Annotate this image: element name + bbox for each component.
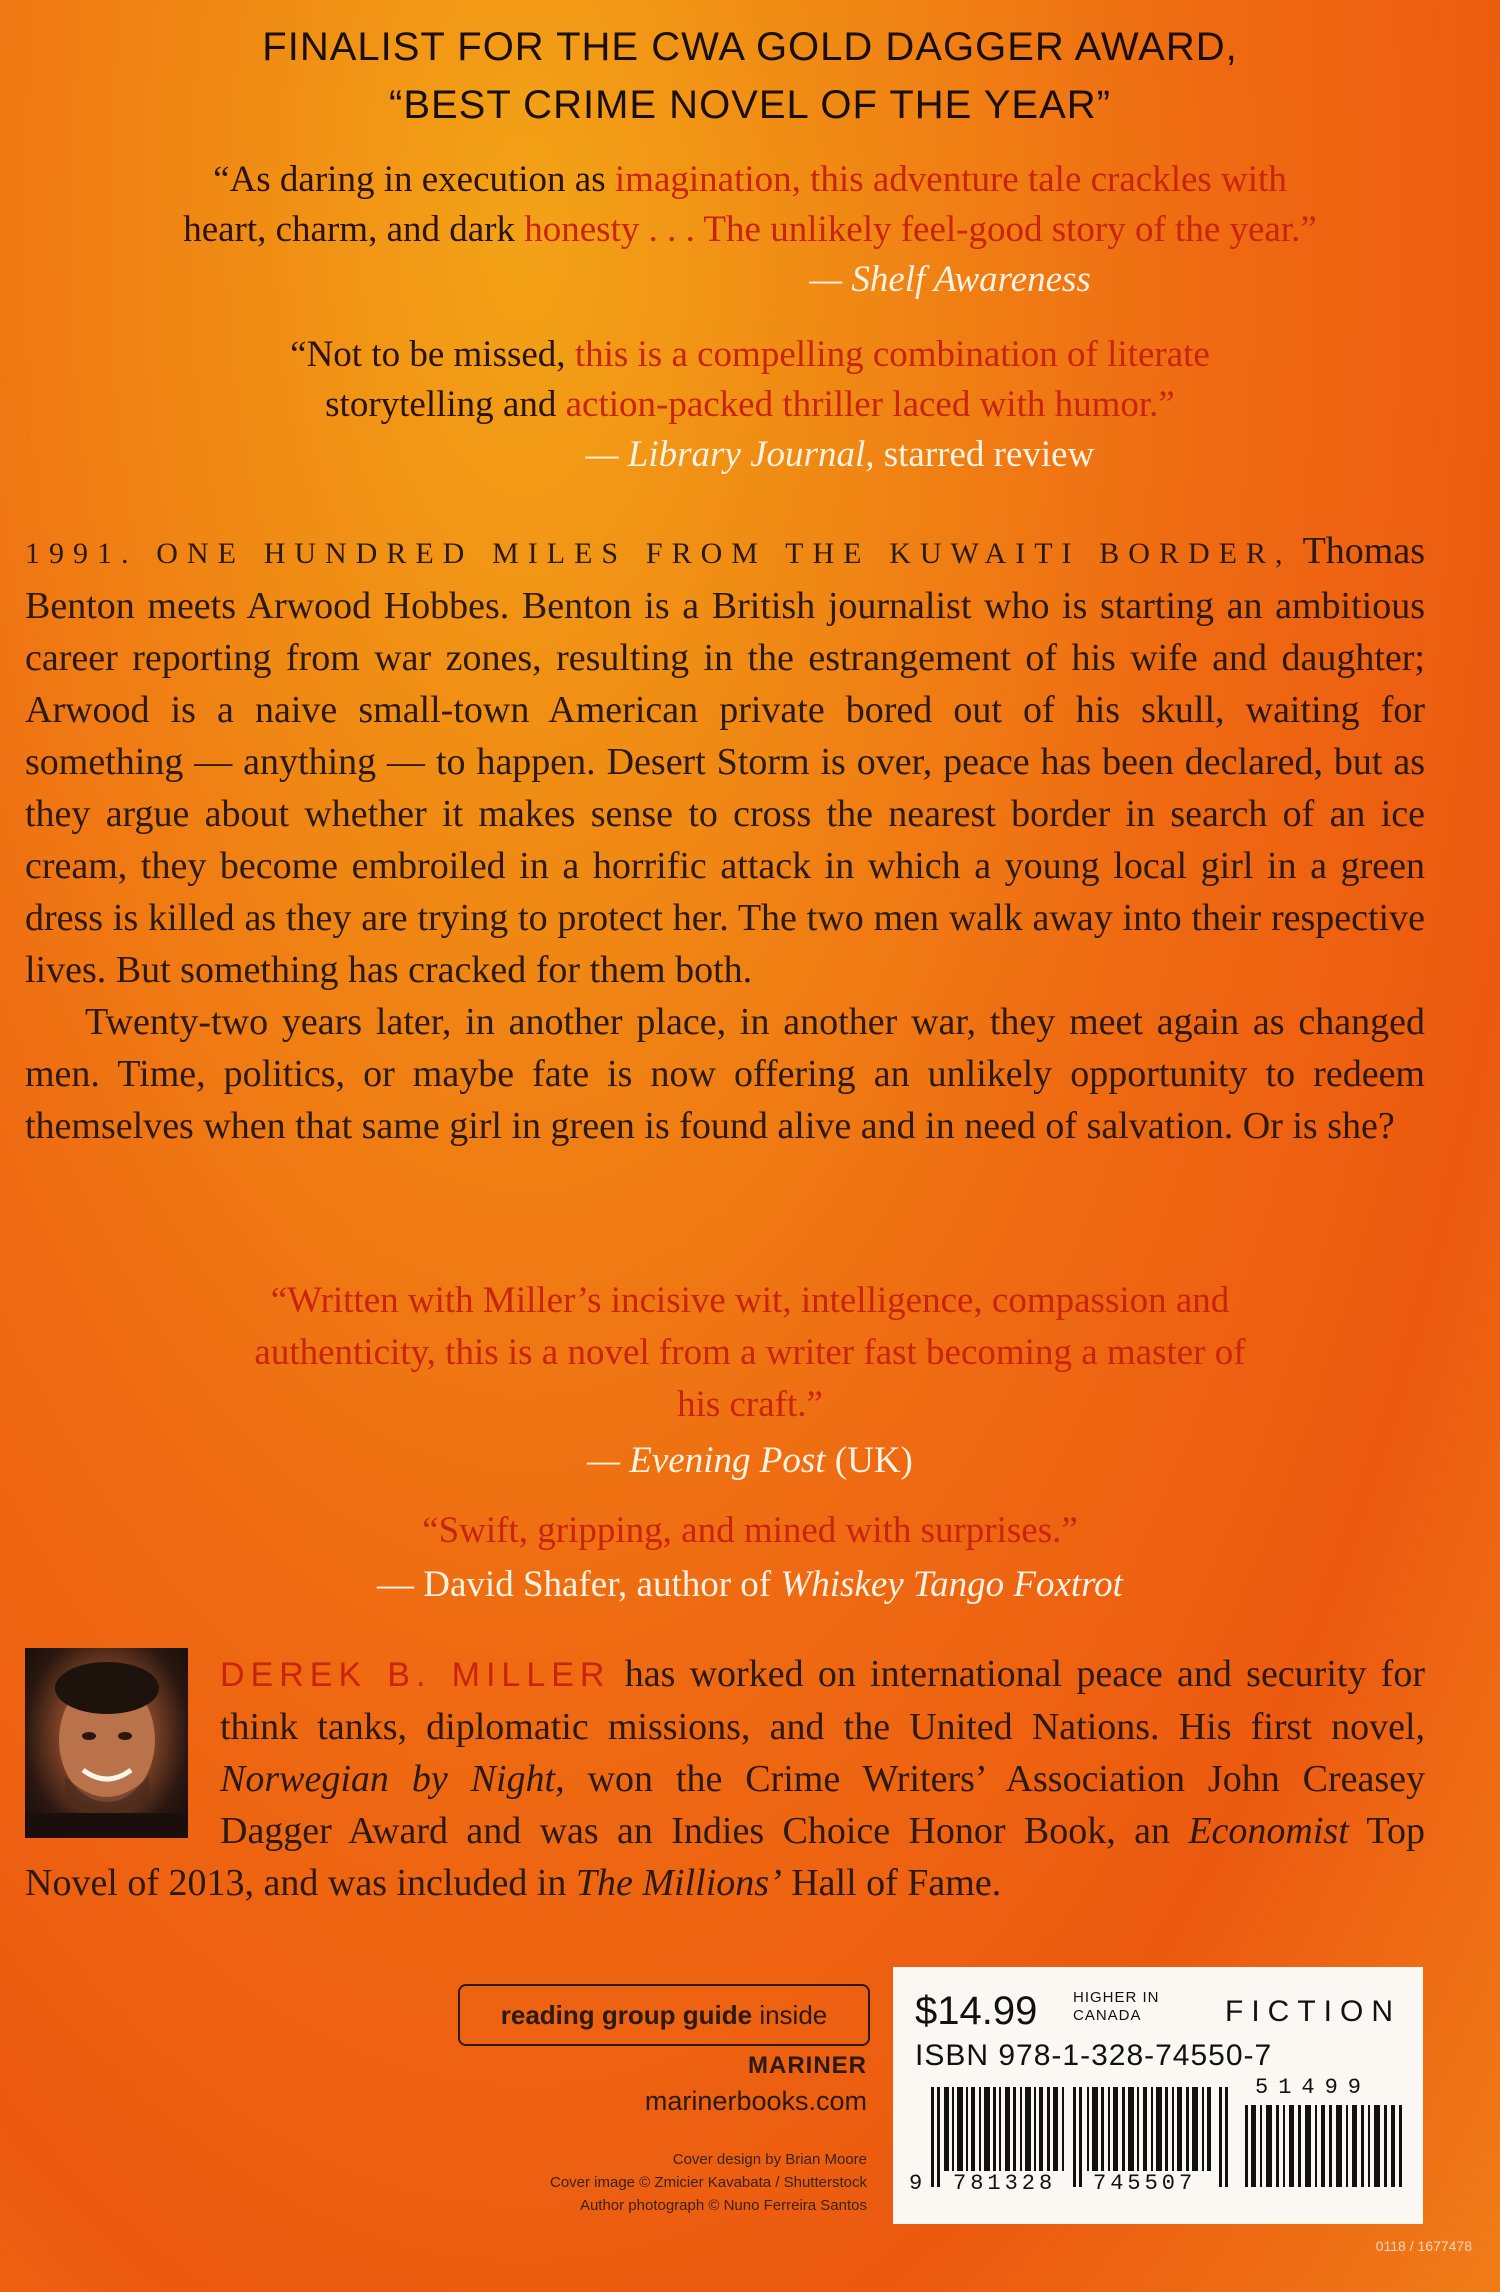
- quote-source-suffix: (UK): [825, 1440, 913, 1481]
- quote-text-bold: “As daring in execution as: [213, 159, 606, 200]
- bio-title: Norwegian by Night,: [220, 1758, 565, 1800]
- quote-text-bold: heart, charm, and dark: [183, 209, 515, 250]
- print-code: 0118 / 1677478: [1375, 2238, 1472, 2254]
- award-banner: [0, 18, 1500, 134]
- synopsis: [25, 525, 1425, 1152]
- quote-text-bold: “Not to be missed,: [290, 334, 566, 375]
- reading-group-guide-badge: [458, 1984, 870, 2046]
- bio-text: has worked on international peace and security for think tanks, diplomatic missions, and the United Nations. His first novel,: [220, 1653, 1425, 1748]
- price-note-line: HIGHER IN: [1073, 1989, 1160, 2006]
- author-bio: [25, 1648, 1425, 1909]
- price: $14.99: [915, 1989, 1038, 2033]
- quote-text: honesty . . . The unlikely feel-good story of the year.”: [515, 209, 1317, 250]
- credits: [550, 2148, 867, 2217]
- quote-source-suffix: starred review: [874, 434, 1095, 475]
- bio-title: The Millions’: [575, 1862, 782, 1904]
- quote-david-shafer: [60, 1505, 1440, 1611]
- synopsis-paragraph-1: Thomas Benton meets Arwood Hobbes. Benton is a British journalist who is starting an ambitious career reporting from war zones, resulting in the estrangement of his wife and daughter; Arwood is a naive small-town American private bored out of his skull, waiting for something — anything — to happen. Desert Storm is over, peace has been declared, but as they argue about whether it makes sense to cross the nearest border in search of an ice cream, they become embroiled in a horrific attack in which a young local girl in a green dress is killed as they are trying to protect her. The two men walk away into their respective lives. But something has cracked for them both.: [25, 530, 1425, 991]
- quote-text: this is a compelling combination of literate: [565, 334, 1210, 375]
- quote-text: “Swift, gripping, and mined with surprises.”: [422, 1510, 1078, 1551]
- publisher-website: marinerbooks.com: [644, 2086, 867, 2116]
- quote-source-prefix: — David Shafer, author of: [377, 1564, 781, 1605]
- publisher-name: MARINER: [748, 2052, 867, 2079]
- quote-library-journal: [40, 330, 1460, 480]
- banner-line-1: FINALIST FOR THE CWA GOLD DAGGER AWARD,: [262, 25, 1238, 69]
- quote-text: “Written with Miller’s incisive wit, intelligence, compassion and authenticity, this is a novel from a writer fast becoming a master of his craft.”: [254, 1280, 1246, 1425]
- synopsis-lead: 1991. ONE HUNDRED MILES FROM THE KUWAITI BORDER,: [25, 537, 1292, 570]
- ean-group-1: 781328: [953, 2171, 1057, 2196]
- genre-label: FICTION: [1225, 1995, 1401, 2028]
- price-note-line: CANADA: [1073, 2007, 1142, 2024]
- quote-text-bold: storytelling and: [325, 384, 557, 425]
- synopsis-paragraph-2: Twenty-two years later, in another place, in another war, they meet again as changed men. Time, politics, or maybe fate is now offering an unlikely opportunity to redeem themselves when that same girl in green is found alive and in need of salvation. Or is she?: [25, 1001, 1425, 1147]
- bio-title: Economist: [1188, 1810, 1349, 1852]
- quote-text: imagination, this adventure tale crackles with: [605, 159, 1287, 200]
- quote-evening-post: [60, 1275, 1440, 1487]
- isbn: ISBN 978-1-328-74550-7: [915, 2039, 1273, 2072]
- quote-source: — Evening Post: [587, 1440, 826, 1481]
- bio-text: Top Novel of 2013, and was included in: [25, 1810, 1425, 1904]
- quote-source: — Library Journal,: [585, 434, 875, 475]
- guide-label: inside: [752, 2000, 828, 2030]
- price-barcode-box: [893, 1967, 1423, 2224]
- quote-shelf-awareness: [40, 155, 1460, 305]
- author-name: DEREK B. MILLER: [220, 1656, 611, 1694]
- credit-line: Cover image © Zmicier Kavabata / Shutterstock: [549, 2174, 867, 2191]
- ean-prefix: 9: [909, 2171, 923, 2196]
- bio-text: won the Crime Writers’ Association John Creasey Dagger Award and was an Indies Choice Honor Book, an: [220, 1758, 1426, 1852]
- addon-barcode: [1245, 2105, 1405, 2187]
- credit-line: Cover design by Brian Moore: [672, 2151, 867, 2168]
- quote-source: Whiskey Tango Foxtrot: [780, 1564, 1123, 1605]
- price-note: [1073, 1989, 1160, 2025]
- credit-line: Author photograph © Nuno Ferreira Santos: [579, 2197, 867, 2214]
- ean-group-2: 745507: [1093, 2171, 1197, 2196]
- banner-line-2: “BEST CRIME NOVEL OF THE YEAR”: [389, 83, 1111, 127]
- bio-text: Hall of Fame.: [781, 1862, 1002, 1904]
- guide-label-bold: reading group guide: [500, 2000, 753, 2030]
- addon-number: 51499: [1255, 2075, 1372, 2100]
- quote-text: action-packed thriller laced with humor.”: [556, 384, 1175, 425]
- quote-source: — Shelf Awareness: [809, 259, 1091, 300]
